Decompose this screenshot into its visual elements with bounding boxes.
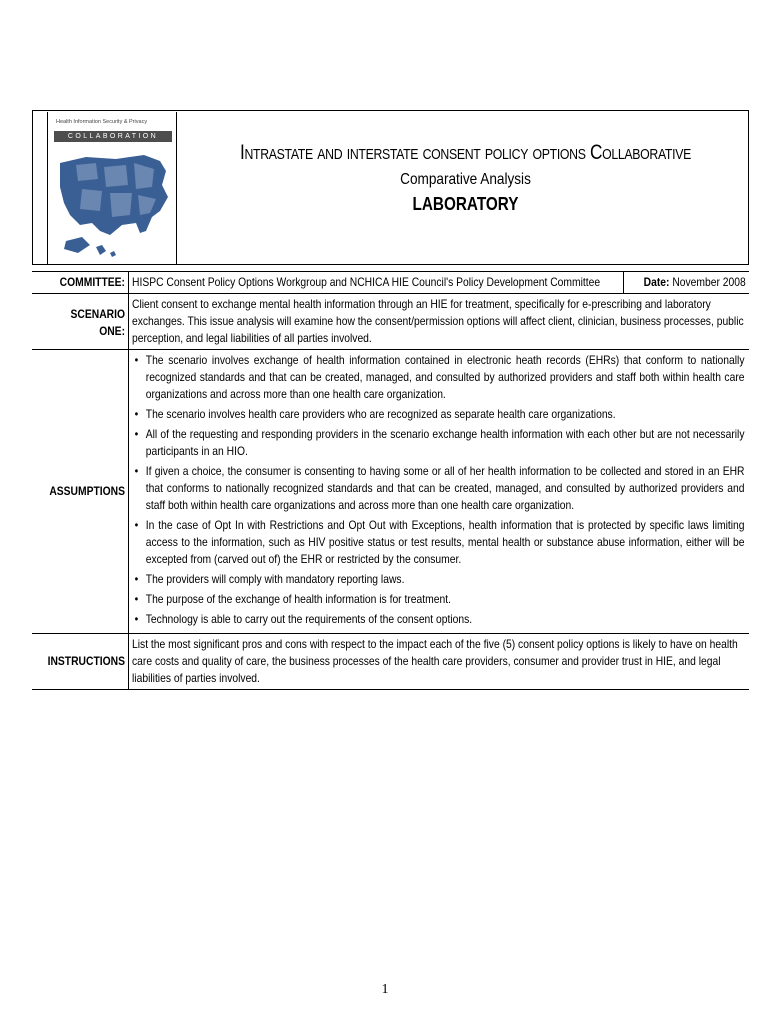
logo-band: COLLABORATION xyxy=(54,131,172,142)
assumptions-label: ASSUMPTIONS xyxy=(32,350,129,634)
document-header xyxy=(32,110,749,265)
assumptions-row xyxy=(32,350,749,634)
assumption-item: • The providers will comply with mandatory reporting laws. xyxy=(132,571,745,588)
instructions-label: INSTRUCTIONS xyxy=(32,634,129,690)
assumption-item: • The purpose of the exchange of health information is for treatment. xyxy=(132,591,745,608)
assumption-item: • In the case of Opt In with Restrictions and Opt Out with Exceptions, health information that is protected by specific laws limiting access to the information, such as HIV positive status or test results, mental health or substance abuse information, either will be excepted from (carved out of) the EHR or restricted by the consumer. xyxy=(132,517,745,568)
instructions-row xyxy=(32,634,749,690)
assumption-item: • All of the requesting and responding providers in the scenario exchange health information with each other but are not necessarily participants in an HIO. xyxy=(132,426,745,460)
collaboration-logo xyxy=(47,112,177,264)
assumption-item: • The scenario involves exchange of health information contained in electronic heath records (EHRs) that conform to nationally recognized standards and that can be created, managed, and consulted by authorized providers and staff both within health care organizations and across more than one health care organization. xyxy=(132,352,745,403)
analysis-table xyxy=(32,271,749,690)
committee-value: HISPC Consent Policy Options Workgroup and NCHICA HIE Council's Policy Development Committee xyxy=(129,272,624,294)
date-label: Date: xyxy=(643,275,670,289)
date-value: November 2008 xyxy=(672,275,746,289)
committee-label: COMMITTEE: xyxy=(32,272,129,294)
committee-row xyxy=(32,272,749,294)
assumption-item: • The scenario involves health care providers who are recognized as separate health care organizations. xyxy=(132,406,745,423)
assumption-item: • Technology is able to carry out the requirements of the consent options. xyxy=(132,611,745,628)
scenario-label: SCENARIO ONE: xyxy=(32,294,129,350)
title-area xyxy=(183,111,748,266)
document-title: Intrastate and interstate consent policy options Collaborative xyxy=(240,141,691,164)
date-cell xyxy=(624,272,749,294)
section-heading: LABORATORY xyxy=(412,194,519,214)
assumptions-cell xyxy=(129,350,750,634)
page-number: 1 xyxy=(381,982,389,997)
scenario-text: Client consent to exchange mental health information through an HIE for treatment, specifically for e-prescribing and laboratory exchanges. This issue analysis will examine how the consent/permission options will affect client, clinician, business processes, public perception, and legal liabilities of all parties involved. xyxy=(132,297,744,345)
scenario-row xyxy=(32,294,749,350)
us-map-icon xyxy=(56,145,172,263)
instructions-text: List the most significant pros and cons with respect to the impact each of the five (5) consent policy options is likely to have on health care costs and quality of care, the business processes of the health care providers, consumer and provider trust in HIE, and legal liabilities of parties involved. xyxy=(129,634,750,690)
logo-caption: Health Information Security & Privacy xyxy=(56,119,148,125)
assumption-item: • If given a choice, the consumer is consenting to having some or all of her health information to be collected and stored in an EHR that conforms to nationally recognized standards and that can be created, managed, and consulted by authorized providers and staff both within health care organizations and across more than one health care organization. xyxy=(132,463,745,514)
document-subtitle: Comparative Analysis xyxy=(400,171,531,188)
assumptions-list xyxy=(132,352,745,628)
